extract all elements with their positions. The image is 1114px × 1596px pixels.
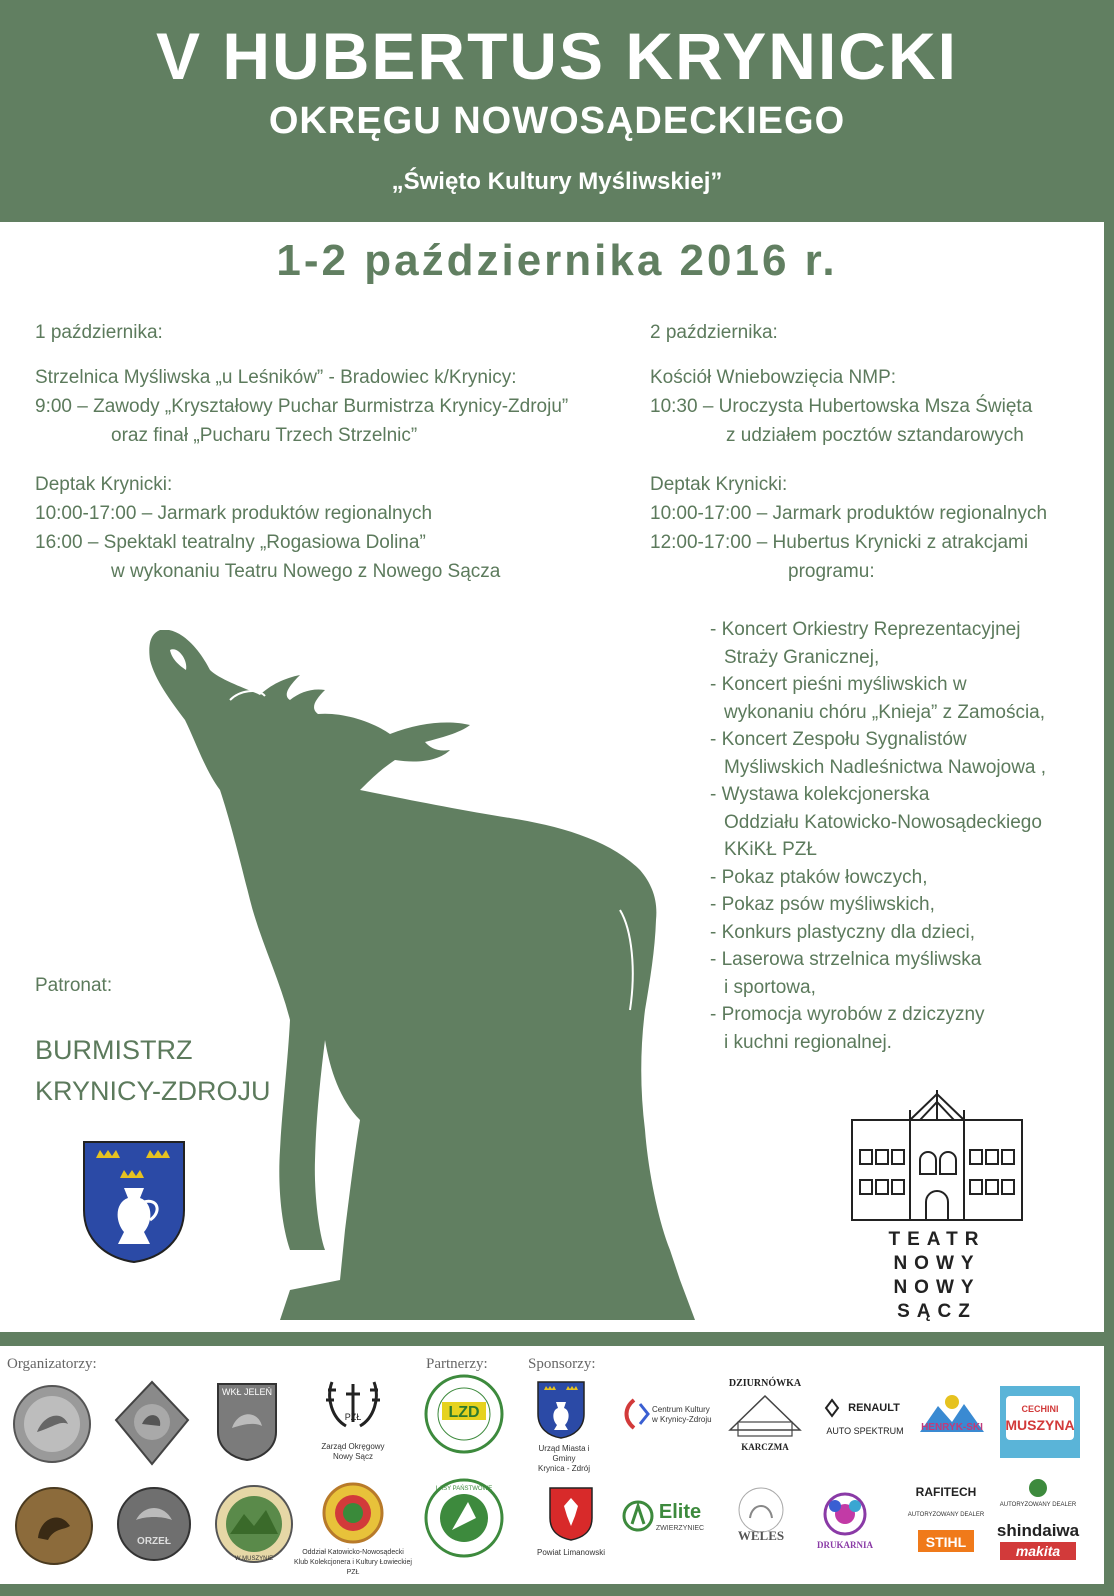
day1-event1: 9:00 – Zawody „Kryształowy Puchar Burmistrza Krynicy-Zdroju” — [35, 396, 569, 417]
urzad-krynica-crest-icon — [536, 1380, 586, 1440]
kkikl-logo-icon — [322, 1482, 384, 1544]
patronat-name — [35, 1030, 271, 1112]
renault-logo-icon — [822, 1392, 908, 1440]
zwierzyniec-text: ZWIERZYNIEC — [655, 1525, 705, 1532]
pzl-zarzad-logo-icon — [322, 1378, 384, 1438]
henryk-ski-logo-icon — [914, 1392, 990, 1448]
urzad-cap2: Krynica - Zdrój — [537, 1464, 590, 1473]
teatr-nowy-name — [850, 1228, 1024, 1324]
renault-text: RENAULT — [848, 1402, 900, 1414]
drukarnia-text: DRUKARNIA — [817, 1540, 873, 1550]
page-subtitle: OKRĘGU NOWOSĄDECKIEGO — [268, 100, 846, 142]
autospektrum-text: AUTO SPEKTRUM — [826, 1426, 904, 1436]
stihl-text: STIHL — [925, 1534, 967, 1550]
program-item-cont: Oddziału Katowicko-Nowosądeckiego — [724, 811, 1042, 833]
day1-event3: 16:00 – Spektakl teatralny „Rogasiowa Dolina” — [35, 532, 426, 553]
weles-logo-icon — [728, 1484, 794, 1548]
cechini-text: CECHINI — [1021, 1404, 1059, 1414]
teatr-nowy-logo-icon — [850, 1090, 1024, 1222]
urzad-cap1: Urząd Miasta i Gminy — [538, 1444, 590, 1463]
day2-heading: 2 października: — [650, 322, 778, 343]
rafitech-text: RAFITECH — [915, 1485, 977, 1499]
header — [0, 0, 1114, 222]
page-title: V HUBERTUS KRYNICKI — [156, 19, 958, 93]
day2-venue2: Deptak Krynicki: — [650, 474, 788, 495]
program-item: - Konkurs plastyczny dla dzieci, — [710, 921, 976, 943]
day2-event1-cont: z udziałem pocztów sztandarowych — [726, 425, 1024, 446]
day2-event2: 10:00-17:00 – Jarmark produktów regionalnych — [650, 503, 1048, 524]
dziurnowka-karczma-logo-icon — [720, 1374, 810, 1454]
lzd-text: LZD — [448, 1404, 480, 1421]
partners-label: Partnerzy: — [426, 1356, 488, 1372]
program-list — [710, 616, 1046, 1056]
powiat-limanowski-crest-icon — [548, 1486, 594, 1542]
program-item: - Koncert pieśni myśliwskich w — [710, 674, 967, 695]
organizers-label: Organizatorzy: — [7, 1356, 97, 1372]
elite-zwierzyniec-logo-icon — [622, 1494, 716, 1538]
day2-column — [650, 318, 1047, 586]
organizer-badge-1-icon — [12, 1384, 92, 1464]
day1-event3-cont: w wykonaniu Teatru Nowego z Nowego Sącza — [111, 561, 501, 582]
program-item-cont: i kuchni regionalnej. — [724, 1031, 892, 1053]
day2-venue1: Kościół Wniebowzięcia NMP: — [650, 367, 897, 388]
teatr-line1: TEATR NOWY — [888, 1229, 986, 1274]
rafitech-stihl-logo-icon — [906, 1482, 986, 1562]
lasy-text: LASY PAŃSTWOWE — [435, 1486, 493, 1492]
deer-silhouette-icon — [140, 630, 700, 1320]
day2-event3-cont: programu: — [788, 561, 875, 582]
orzel-text: ORZEŁ — [137, 1536, 171, 1547]
day1-event2: 10:00-17:00 – Jarmark produktów regionalnych — [35, 503, 433, 524]
musz-text: W MUSZYNIE — [234, 1556, 274, 1562]
centrum-kultury-logo-icon — [620, 1394, 720, 1434]
karczma-text: KARCZMA — [741, 1442, 789, 1452]
oddzial-caption — [290, 1548, 416, 1578]
organizer-badge-4-icon — [14, 1486, 94, 1566]
day2-event1: 10:30 – Uroczysta Hubertowska Msza Święta — [650, 396, 1033, 417]
organizer-badge-2-icon — [114, 1380, 190, 1466]
centrum-text2: w Krynicy-Zdroju — [652, 1415, 712, 1424]
wkjelen-text: WKŁ JELEŃ — [221, 1387, 273, 1397]
program-item: - Pokaz psów myśliwskich, — [710, 894, 935, 915]
makita-text: makita — [1015, 1543, 1061, 1559]
lasy-panstwowe-logo-icon — [424, 1478, 504, 1558]
organizer-badge-orzel-icon — [116, 1484, 192, 1564]
program-item-cont: wykonaniu chóru „Knieja” z Zamościa, — [724, 701, 1046, 723]
program-item-cont: KKiKŁ PZŁ — [724, 839, 817, 860]
day1-venue2: Deptak Krynicki: — [35, 474, 173, 495]
program-item-cont: i sportowa, — [724, 976, 816, 998]
zarzad-cap2: Nowy Sącz — [332, 1452, 373, 1461]
event-date: 1-2 października 2016 r. — [276, 236, 838, 285]
shindaiwa-makita-logo-icon — [996, 1478, 1080, 1570]
autoryzowany-text-1: AUTORYZOWANY DEALER — [907, 1512, 985, 1518]
krynica-crest-icon — [82, 1140, 186, 1264]
urzad-caption — [526, 1444, 602, 1474]
zarzad-cap1: Zarząd Okręgowy — [321, 1442, 385, 1451]
organizer-badge-3-icon — [216, 1382, 278, 1462]
day2-event3: 12:00-17:00 – Hubertus Krynicki z atrakcjami — [650, 532, 1029, 553]
motto: „Święto Kultury Myśliwskiej” — [391, 168, 723, 195]
muszyna-text: MUSZYNA — [1005, 1417, 1075, 1433]
program-item: - Promocja wyrobów z dziczyzny — [710, 1004, 985, 1025]
day1-heading: 1 października: — [35, 322, 163, 343]
patronat-label: Patronat: — [35, 975, 113, 996]
program-item: - Koncert Zespołu Sygnalistów — [710, 729, 967, 750]
program-item-cont: Straży Granicznej, — [724, 646, 880, 668]
sponsors-label: Sponsorzy: — [528, 1356, 596, 1372]
program-item: - Laserowa strzelnica myśliwska — [710, 949, 982, 970]
lzd-krynica-logo-icon — [424, 1374, 504, 1454]
elite-text: Elite — [658, 1501, 702, 1523]
weles-text: WELES — [737, 1528, 785, 1543]
dziurnowka-text: DZIURNÓWKA — [728, 1378, 802, 1389]
day1-venue1: Strzelnica Myśliwska „u Leśników” - Bradowiec k/Krynicy: — [35, 367, 517, 388]
autoryzowany-text-2: AUTORYZOWANY DEALER — [999, 1502, 1077, 1508]
program-item-cont: Myśliwskich Nadleśnictwa Nawojowa , — [724, 756, 1047, 778]
svg-text:PZŁ: PZŁ — [344, 1412, 362, 1422]
oddzial-cap1: Oddział Katowicko-Nowosądecki — [302, 1549, 404, 1556]
teatr-line2: NOWY SĄCZ — [893, 1277, 981, 1322]
program-item: - Wystawa kolekcjonerska — [710, 784, 930, 805]
program-item: - Pokaz ptaków łowczych, — [710, 866, 928, 888]
day1-event1-cont: oraz finał „Pucharu Trzech Strzelnic” — [111, 425, 418, 446]
powiat-caption: Powiat Limanowski — [536, 1548, 606, 1557]
centrum-text1: Centrum Kultury — [652, 1405, 710, 1414]
muszyna-logo-icon — [1000, 1386, 1080, 1458]
henryk-text: HENRYK-SKI — [921, 1422, 983, 1433]
drukarnia-logo-icon — [808, 1486, 882, 1556]
patronat-line2: KRYNICY-ZDROJU — [35, 1076, 271, 1106]
program-item: - Koncert Orkiestry Reprezentacyjnej — [710, 619, 1021, 640]
day1-column — [35, 318, 568, 586]
zarzad-caption — [300, 1442, 406, 1462]
shindaiwa-text: shindaiwa — [996, 1521, 1080, 1540]
patronat-line1: BURMISTRZ — [35, 1035, 193, 1065]
oddzial-cap2: Klub Kolekcjonera i Kultury Łowieckiej PZŁ — [294, 1559, 412, 1576]
organizer-badge-muszyna-icon — [214, 1484, 294, 1564]
